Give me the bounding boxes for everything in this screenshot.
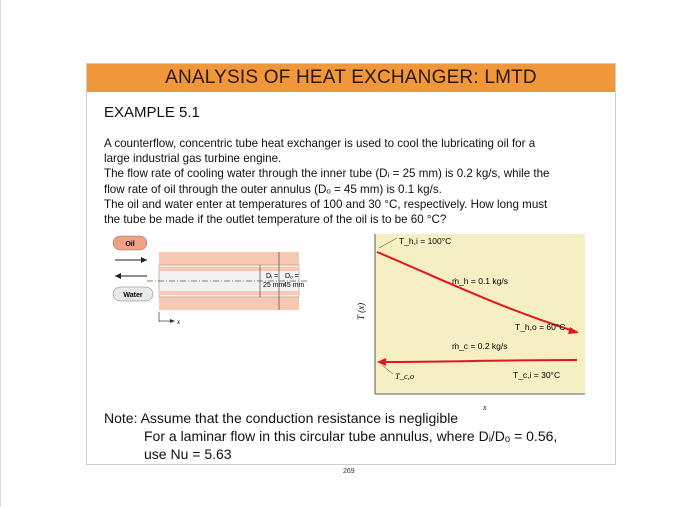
note-line: use Nu = 5.63: [144, 446, 232, 462]
x-direction-arrowhead: [170, 319, 175, 323]
problem-line: the tube be made if the outlet temperature of the oil is to be 60 °C?: [104, 213, 447, 227]
x-label: x: [177, 318, 181, 326]
do-label: Dₒ =: [285, 273, 299, 280]
temperature-plot: [356, 234, 585, 412]
page-number: 269: [343, 468, 355, 475]
oil-label: Oil: [125, 241, 135, 248]
do-value: 45 mm: [283, 282, 305, 289]
y-axis-label: T (x): [356, 302, 366, 320]
problem-line: large industrial gas turbine engine.: [104, 152, 282, 166]
t-cold-in: T_c,i = 30°C: [513, 370, 561, 380]
note-line: For a laminar flow in this circular tube annulus, where Dᵢ/Dₒ = 0.56,: [144, 428, 558, 444]
note-block: [104, 409, 557, 463]
di-label: Dᵢ =: [266, 273, 279, 280]
mass-flow-cold: ṁ_c = 0.2 kg/s: [452, 341, 508, 351]
oil-arrowhead: [141, 257, 147, 263]
di-value: 25 mm: [263, 282, 285, 289]
slide-title-banner: [87, 64, 615, 92]
t-hot-out: T_h,o = 60°C: [515, 322, 566, 332]
problem-statement: [104, 136, 604, 227]
slide: [86, 63, 616, 475]
water-arrowhead: [115, 273, 121, 279]
mass-flow-hot: ṁ_h = 0.1 kg/s: [452, 276, 508, 286]
plot-x-label: x: [483, 403, 487, 412]
example-heading: EXAMPLE 5.1: [104, 104, 200, 121]
inner-wall-top: [159, 267, 299, 271]
water-label: Water: [123, 292, 143, 299]
inner-wall-bottom: [159, 291, 299, 295]
t-cold-out: T_c,o: [395, 371, 415, 381]
slide-title: ANALYSIS OF HEAT EXCHANGER: LMTD: [165, 67, 537, 88]
problem-line: A counterflow, concentric tube heat exchanger is used to cool the lubricating oil for a: [104, 137, 536, 150]
problem-line: The oil and water enter at temperatures of 100 and 30 °C, respectively. How long must: [104, 197, 548, 211]
t-hot-in: T_h,i = 100°C: [399, 236, 452, 246]
note-line: Note: Assume that the conduction resistance is negligible: [104, 410, 459, 426]
heat-exchanger-figure: [107, 232, 587, 412]
problem-line: flow rate of oil through the outer annulus (Dₒ = 45 mm) is 0.1 kg/s.: [104, 182, 442, 196]
tube-schematic: [113, 236, 307, 326]
problem-line: The flow rate of cooling water through the inner tube (Dᵢ = 25 mm) is 0.2 kg/s, while the: [104, 167, 550, 181]
viewer-edge: [0, 0, 1, 507]
